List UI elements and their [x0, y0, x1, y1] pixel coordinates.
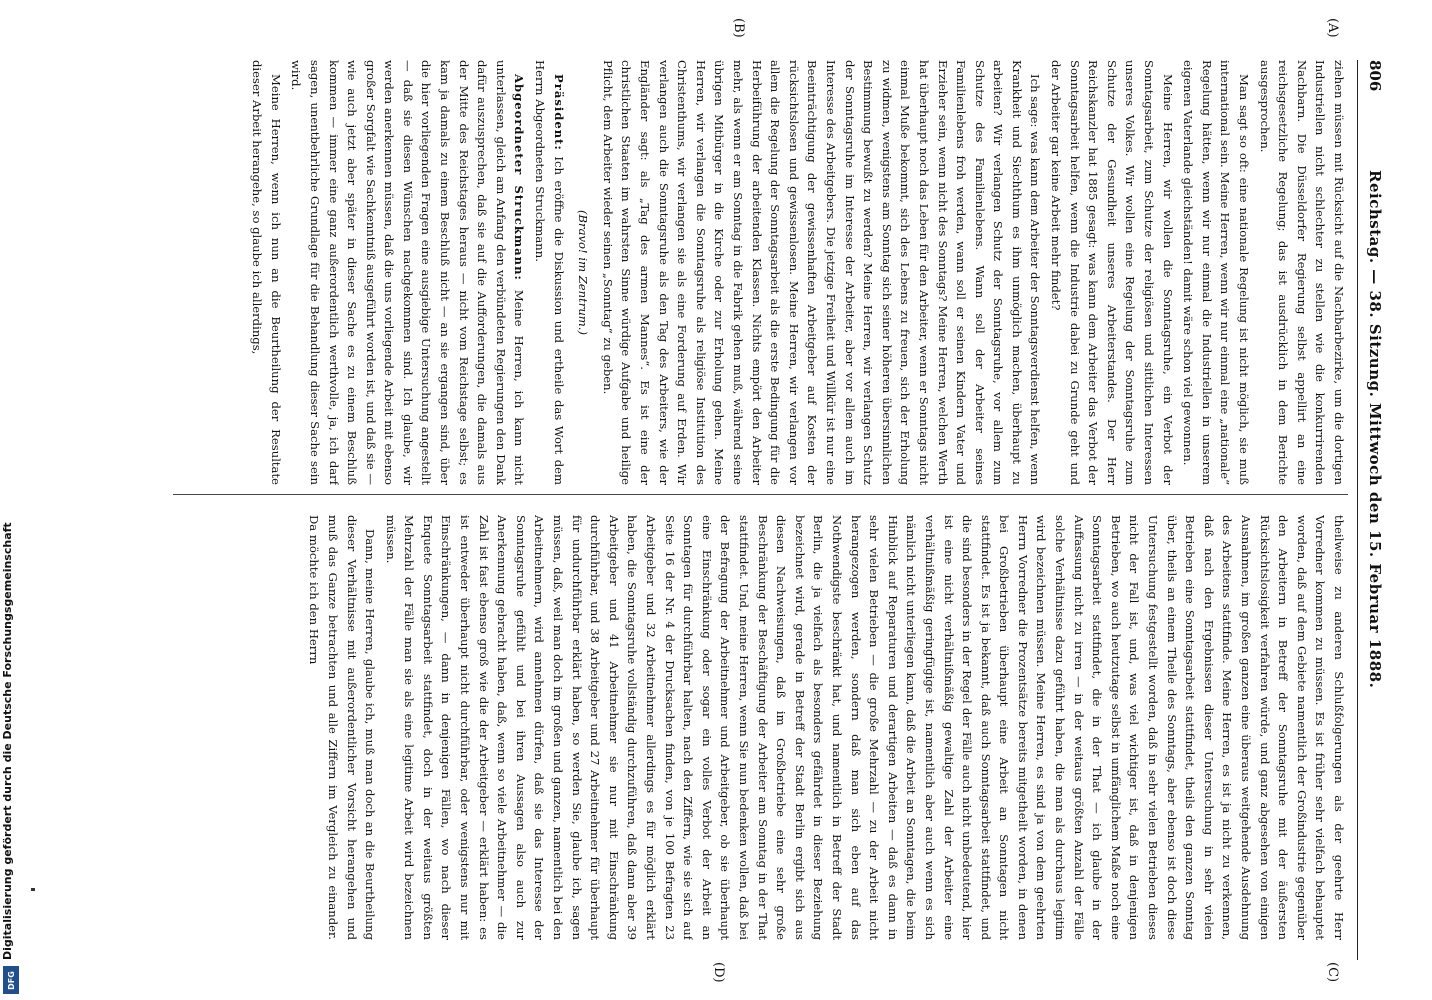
left-column [168, 60, 1348, 485]
paragraph: Meine Herren, wir wollen die Sonntagsruhe, ein Verbot der Sonntagsarbeit, zum Schutze der religiösen und sittlichen Interessen unseres Volkes. Wir wollen eine Regelung der Sonntagsruhe zum Schutze der Gesundheit unseres Arbeiterstandes. Der Herr Reichskanzler hat 1885 gesagt: was kann dem Arbeiter das Verbot der Sonntagsarbeit helfen, wenn die Industrie dabei zu Grunde geht und der Arbeiter gar keine Arbeit mehr findet? [1049, 60, 1175, 485]
right-column [168, 515, 1348, 940]
speech-text: Ich eröffne die Diskussion und ertheile das Wort dem Herrn Abgeordneten Struckmann. [533, 60, 566, 485]
print-speck [31, 888, 35, 891]
paragraph: Meine Herren, wenn ich nun an die Beurtheilung der Resultate dieser Arbeit herangehe, so glaube ich allerdings, [250, 60, 283, 485]
margin-marker-c: (C) [1325, 962, 1340, 983]
paragraph [287, 60, 529, 485]
dfg-logo [3, 966, 19, 994]
page-number: 806 [1366, 60, 1384, 92]
header-title: Reichstag. — 38. Sitzung. Mittwoch den 15. Februar 1888. [1366, 170, 1384, 689]
margin-marker-d: (D) [711, 962, 726, 983]
paragraph: Ich sage: was kann dem Arbeiter der Sonntagsverdienst helfen, wenn Krankheit und Siechthum es ihm unmöglich machen, überhaupt zu arbeiten? Wir verlangen Schutz der Sonntagsruhe, vor allem zum Schutze des Familienlebens. Wann soll der Arbeiter seines Familienlebens froh werden, wann soll er seinen Kindern Vater und Erzieher sein, wenn nicht des Sonntags? Meine Herren, welchen Werth hat überhaupt noch das Leben für den Arbeiter, wenn er Sonntags nicht einmal Muße bekommt, sich des Lebens zu freuen, sich der Erholung zu widmen, wenigstens am Sonntag sich seiner höheren übersinnlichen Bestimmung bewußt zu werden? Meine Herren, wir verlangen Schutz der Sonntagsruhe im Interesse der Arbeiter, aber vor allem auch im Interesse des Arbeitgebers. Die jetzige Freiheit und Willkür ist nur eine Beeinträchtigung der gewissenhaften Arbeitgeber auf Kosten der rücksichtslosen und gewissenlosen. Meine Herren, wir verlangen vor allem die Regelung der Sonntagsarbeit als die erste Bedingung für die Herbeiführung der arbeitenden Klassen. Nichts empört den Arbeiter mehr, als wenn er am Sonntag in die Fabrik gehen muß, während seine übrigen Mitbürger in die Kirche oder zur Erholung gehen. Meine Herren, wir verlangen die Sonntagsruhe als religiöse Institution des Christenthums, wir verlangen sie als eine Forderung auf Erden. Wir verlangen auch die Sonntagsruhe als den Tag des Arbeiters, wie der Engländer sagt: als „Tag des armen Mannes“. Es ist eine der christlichen Staaten im wahrsten Sinne würdige Aufgabe und heilige Pflicht, dem Arbeiter wieder seinen „Sonntag“ zu geben. [600, 60, 1043, 485]
paragraph: theilweise zu anderen Schlußfolgerungen als der geehrte Herr Vorredner kommen zu müssen. Es ist früher sehr vielfach behauptet worden, daß auf dem Gebiete namentlich der Großindustrie gegenüber den Arbeitern in Betreff der Sonntagsruhe mit der äußersten Rücksichtslosigkeit verfahren würde, und ganz abgesehen von einigen Ausnahmen, im großen ganzen eine überaus weitgehende Ausdehnung des Arbeitens stattfinde. Meine Herren, es ist ja nicht zu verkennen, daß nach den Ergebnissen dieser Untersuchung in sehr vielen Betrieben eine Sonntagsarbeit stattfindet, theils den ganzen Sonntag über, theils an einem Theile des Sonntags, aber ebenso ist doch diese Untersuchung festgestellt worden, daß in sehr vielen Betrieben dieses nicht der Fall ist, und, was viel wichtiger ist, daß in denjenigen Betrieben, wo auch heutzutage selbst in umfänglichem Maße noch eine Sonntagsarbeit stattfindet, die in der That — ich glaube in der Auffassung nicht zu irren — in der weitaus größten Anzahl der Fälle solche Verhältnisse dazu geführt haben, die man als durchaus legitim wird bezeichnen müssen. Meine Herren, es sind ja von dem geehrten Herrn Vorredner die Prozentsätze bereits mitgetheilt worden, in denen bei Großbetrieben überhaupt eine Arbeit an Sonntagen nicht stattfindet. Es ist ja bekannt, daß auch Sonntagsarbeit stattfindet, und die sind besonders in der Regel der Fälle auch nicht unbedeutend, hier ist eine nicht verhältnißmäßig gewaltige Zahl der Arbeiter eine verhältnißmäßig geringfügige ist, namentlich aber auch wenn es sich nämlich nicht unterliegen kann, daß die Arbeit an Sonntagen, die beim Hinblick auf Reparaturen und derartigen Arbeiten — daß es dann in sehr vielen Betrieben — die große Mehrzahl — zu der Arbeit nicht herangezogen werden, sondern daß man sich eben auf das Nothwendigste beschränkt hat, und namentlich in Betreff der Stadt Berlin, die ja vielfach als besonders gefährdet in dieser Beziehung bezeichnet wird, gerade in Betreff der Stadt Berlin ergibt sich aus diesen Nachweisungen, daß im Großbetriebe eine sehr große Beschränkung der Beschäftigung der Arbeiter am Sonntag in der That stattfindet. Und, meine Herren, wenn Sie nun bedenken wollen, daß bei der Befragung der Arbeitnehmer und Arbeitgeber, ob sie überhaupt eine Einschränkung oder sogar ein volles Verbot der Arbeit an Sonntagen für durchführbar halten, nach den Ziffern, wie sie sich auf Seite 16 der Nr. 4 der Drucksachen finden, von je 100 Befragten 23 Arbeitgeber und 32 Arbeitnehmer allerdings es für möglich erklärt haben, die Sonntagsruhe vollständig durchzuführen, daß dann aber 39 Arbeitgeber und 41 Arbeitnehmer sie nur mit Einschränkung durchführbar, und 38 Arbeitgeber und 27 Arbeitnehmer für überhaupt für undurchführbar erklärt haben, so werden Sie, glaube ich, sagen müssen, daß, weil man doch im großen und ganzen, namentlich bei den Arbeitnehmern, wird annehmen dürfen, daß sie das Interesse der Sonntagsruhe gefühlt und bei ihren Aussagen also auch zur Anerkennung gebracht haben, daß, wenn so viele Arbeitnehmer — die Zahl ist fast ebenso groß wie die der Arbeitgeber — erklärt haben: es ist entweder überhaupt nicht durchführbar, oder wenigstens nur mit Einschränkungen, — dann in denjenigen Fällen, wo nach dieser Enquete Sonntagsarbeit stattfindet, doch in der weitaus größten Mehrzahl der Fälle man sie als eine legitime Arbeit wird bezeichnen müssen. [383, 515, 1346, 940]
footer-strip [0, 0, 24, 1000]
stage-direction: (Bravo! im Zentrum.) [576, 209, 591, 335]
paragraph: ziehen müssen mit Rücksicht auf die Nachbarbezirke, um die dortigen Industriellen nicht schlechter zu stellen wie die konkurrirenden Nachbarn. Die Düsseldorfer Regierung selbst appellirt an eine reichsgesetzliche Regelung; das ist ausdrücklich in dem Berichte ausgesprochen. [1257, 60, 1346, 485]
margin-marker-a: (A) [1325, 18, 1340, 38]
margin-marker-b: (B) [731, 18, 746, 38]
digitization-credit: Digitalisierung gefördert durch die Deutsche Forschungsgemeinschaft [1, 522, 14, 960]
paragraph [530, 60, 567, 485]
paragraph: Dann, meine Herren, glaube ich, muß man doch an die Beurtheilung dieser Verhältnisse mit außerordentlicher Vorsicht herangehen und muß das Ganze betrachten und alle Ziffern im Vergleich zu einander. Da möchte ich den Herrn [307, 515, 378, 940]
speech-text: Meine Herren, ich kann nicht unterlassen, gleich am Anfang den verbündeten Regierungen den Dank dafür auszusprechen, daß sie auf die Aufforderungen, die damals aus der Mitte des Reichstages heraus — nicht vom Reichstage selbst; es kam ja damals zu einem Beschluß nicht — an sie ergangen sind, über die hier vorliegenden Fragen eine ausgiebige Untersuchung angestellt — daß sie diesen Wünschen nachgekommen sind. Ich glaube, wir werden anerkennen müssen, daß die uns vorliegende Arbeit mit ebenso großer Sorgfalt wie Sachkenntniß ausgeführt worden ist, und daß sie — wie auch jetzt aber später in dieser Sache es zu einem Beschluß kommen — immer eine ganz außerordentlich werthvolle, ja, ich darf sagen, unentbehrliche Grundlage für die Behandlung dieser Sache sein wird. [289, 60, 527, 485]
column-divider [173, 494, 1348, 495]
page-content [106, 0, 1406, 1000]
dfg-logo-text: DFG [6, 970, 16, 990]
speaker-name: Abgeordneter Struckmann: [512, 74, 527, 281]
paragraph: Man sagt so oft: eine nationale Regelung ist nicht möglich, sie muß international sein. Meine Herren, wenn wir nur einmal eine „nationale“ Regelung hätten, wenn wir nur einmal die Industriellen in unserem eigenen Vaterlande gleichständen! damit wäre schon viel gewonnen. [1181, 60, 1252, 485]
running-header [1357, 60, 1388, 960]
speaker-name: Präsident: [551, 74, 566, 151]
